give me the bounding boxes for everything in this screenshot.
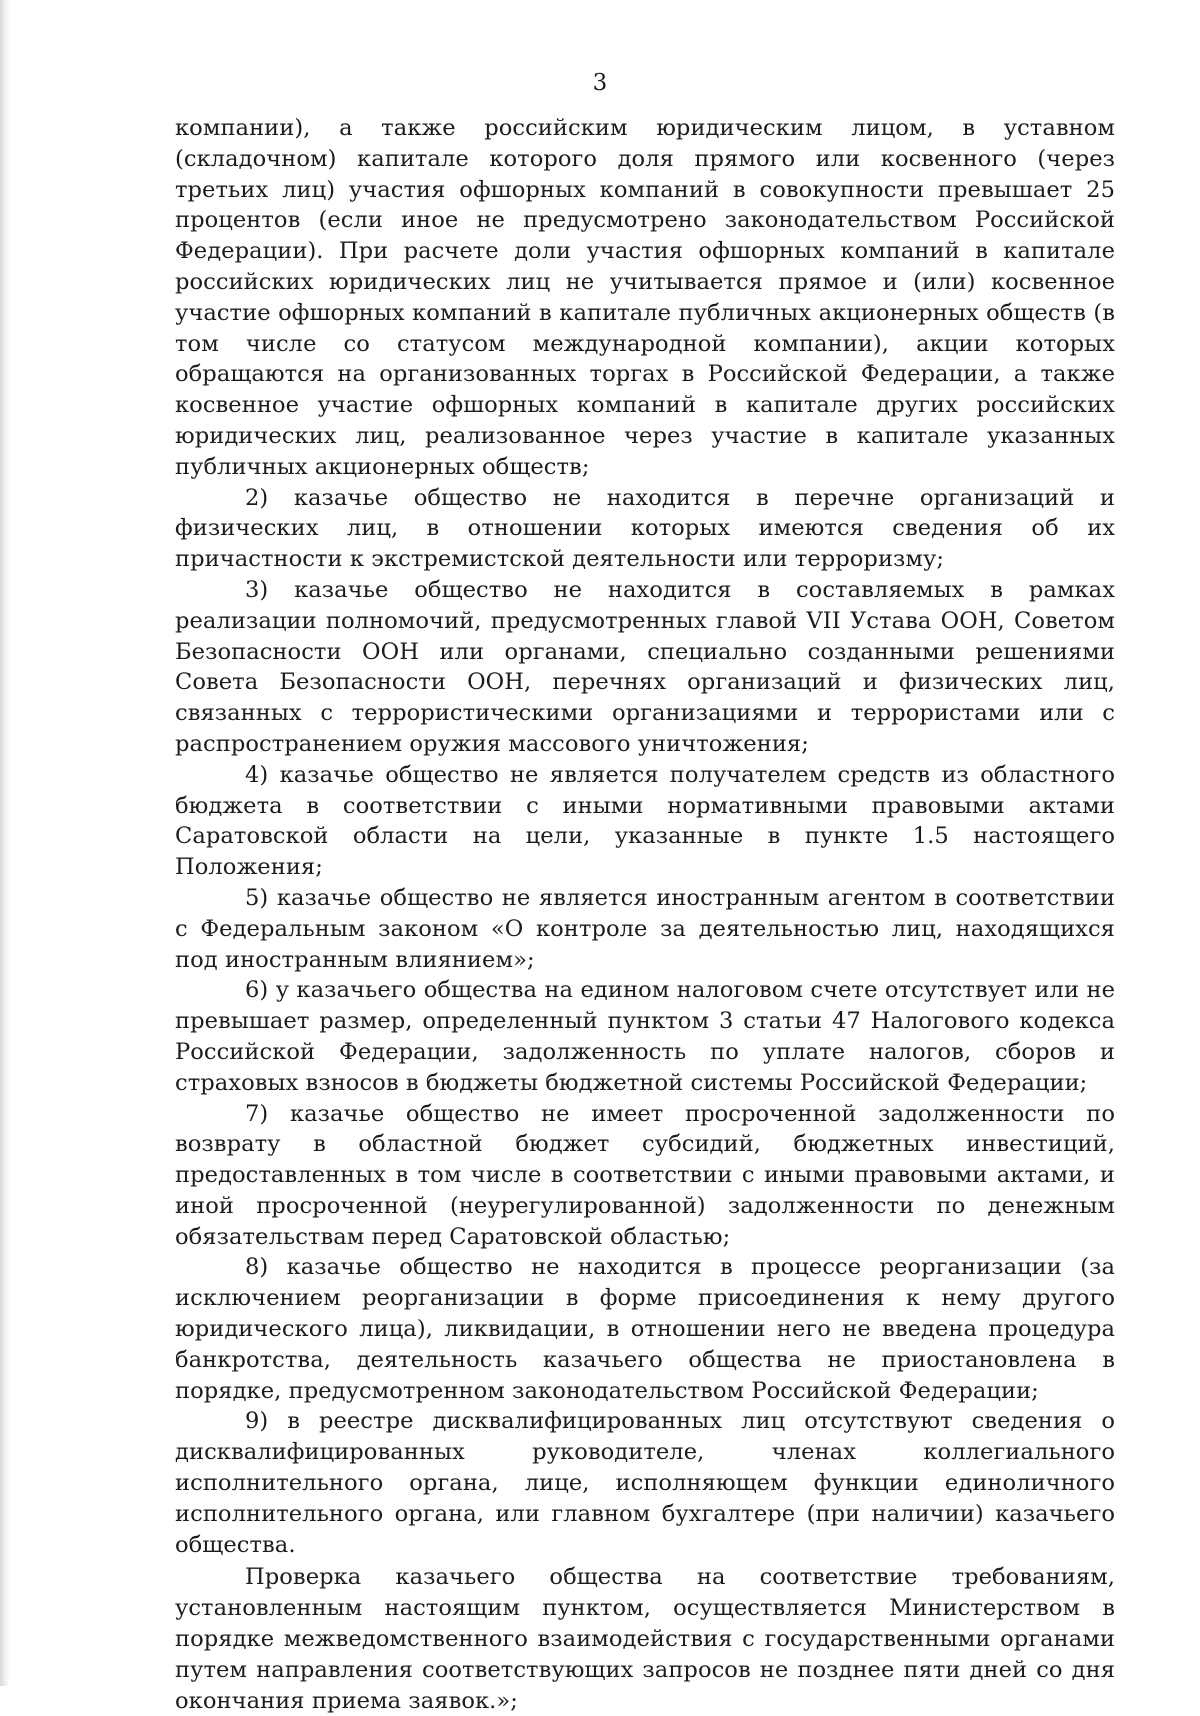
list-item-9: 9) в реестре дисквалифицированных лиц отсутствуют сведения о дисквалифицированных руководителе, членах коллегиального исполнительного органа, лице, исполняющем функции единоличного исполнительного органа, или главном бухгалтере (при наличии) казачьего общества. — [175, 1408, 1115, 1558]
list-item-3: 3) казачье общество не находится в составляемых в рамках реализации полномочий, предусмотренных главой VII Устава ООН, Советом Безопасности ООН или органами, специально созданными решениями Совета Безопасности ООН, перечнях организаций и физических лиц, связанных с террористическими организациями и террористами или с распространением оружия массового уничтожения; — [175, 576, 1115, 757]
list-item-2: 2) казачье общество не находится в перечне организаций и физических лиц, в отношении которых имеются сведения об их причастности к экстремистской деятельности или терроризму; — [175, 484, 1115, 573]
document-body — [175, 113, 1115, 1716]
paragraph-continuation: компании), а также российским юридическим лицом, в уставном (складочном) капитале которого доля прямого или косвенного (через третьих лиц) участия офшорных компаний в совокупности превышает 25 процентов (если иное не предусмотрено законодательством Российской Федерации). При расчете доли участия офшорных компаний в капитале российских юридических лиц не учитывается прямое и (или) косвенное участие офшорных компаний в капитале публичных акционерных обществ (в том числе со статусом международной компании), акции которых обращаются на организованных торгах в Российской Федерации, а также косвенное участие офшорных компаний в капитале других российских юридических лиц, реализованное через участие в капитале указанных публичных акционерных обществ; — [175, 115, 1115, 480]
list-item-7: 7) казачье общество не имеет просроченной задолженности по возврату в областной бюджет субсидий, бюджетных инвестиций, предоставленных в том числе в соответствии с иными правовыми актами, и иной просроченной (неурегулированной) задолженности по денежным обязательствам перед Саратовской областью; — [175, 1100, 1115, 1250]
list-item-8: 8) казачье общество не находится в процессе реорганизации (за исключением реорганизации в форме присоединения к нему другого юридического лица), ликвидации, в отношении него не введена процедура банкротства, деятельность казачьего общества не приостановлена в порядке, предусмотренном законодательством Российской Федерации; — [175, 1254, 1115, 1404]
list-item-5: 5) казачье общество не является иностранным агентом в соответствии с Федеральным законом «О контроле за деятельностью лиц, находящихся под иностранным влиянием»; — [175, 884, 1115, 973]
list-item-4: 4) казачье общество не является получателем средств из областного бюджета в соответствии с иными нормативными правовыми актами Саратовской области на цели, указанные в пункте 1.5 настоящего Положения; — [175, 761, 1115, 881]
closing-paragraph: Проверка казачьего общества на соответствие требованиям, установленным настоящим пунктом, осуществляется Министерством в порядке межведомственного взаимодействия с государственными органами путем направления соответствующих запросов не позднее пяти дней со дня окончания приема заявок.»; — [175, 1564, 1115, 1714]
page-number: 3 — [592, 70, 608, 96]
list-item-6: 6) у казачьего общества на едином налоговом счете отсутствует или не превышает размер, определенный пунктом 3 статьи 47 Налогового кодекса Российской Федерации, задолженность по уплате налогов, сборов и страховых взносов в бюджеты бюджетной системы Российской Федерации; — [175, 977, 1115, 1096]
